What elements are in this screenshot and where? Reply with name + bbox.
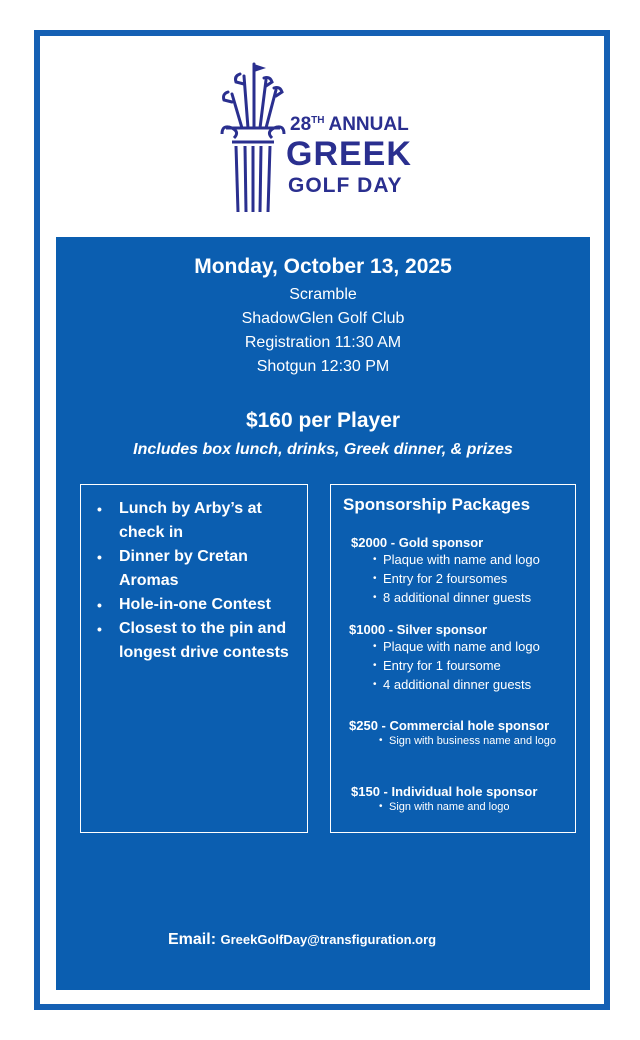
contact-email: [168, 931, 436, 949]
list-item: [379, 733, 575, 749]
bullet-icon: •: [379, 801, 383, 812]
benefit-text: Sign with business name and logo: [389, 735, 556, 747]
amenity-text: Lunch by Arby’s at check in: [119, 500, 262, 541]
bullet-icon: •: [373, 554, 377, 565]
amenity-text: Hole-in-one Contest: [119, 596, 271, 613]
list-item: [379, 799, 575, 815]
amenity-text: Dinner by Cretan Aromas: [119, 548, 248, 589]
bullet-icon: •: [373, 679, 377, 690]
bullet-icon: •: [97, 621, 102, 637]
list-item: [373, 637, 575, 656]
bullet-icon: •: [97, 501, 102, 517]
bullet-icon: •: [373, 660, 377, 671]
sponsor-tier-commercial-hole: [331, 718, 575, 749]
benefit-text: Entry for 1 foursome: [383, 658, 501, 673]
event-logo: [218, 60, 418, 220]
benefit-text: 8 additional dinner guests: [383, 590, 532, 605]
tier-name: $250 - Commercial hole sponsor: [349, 718, 550, 733]
tier-benefits: [331, 733, 575, 749]
registration-time: Registration 11:30 AM: [244, 334, 402, 351]
tier-name: $2000 - Gold sponsor: [351, 535, 484, 550]
event-format: Scramble: [289, 286, 357, 303]
logo-number: 28: [290, 114, 312, 135]
amenities-box: [80, 484, 308, 833]
tier-name: $1000 - Silver sponsor: [349, 622, 488, 637]
benefit-text: 4 additional dinner guests: [383, 677, 532, 692]
svg-text:28THANNUAL: [290, 114, 409, 135]
sponsor-tier-gold: [331, 535, 575, 607]
list-item: [373, 675, 575, 694]
list-item: [373, 656, 575, 675]
price-includes: Includes box lunch, drinks, Greek dinner, & prizes: [133, 441, 513, 458]
email-link[interactable]: GreekGolfDay@transfiguration.org: [220, 932, 437, 947]
logo-golf-day: GOLF DAY: [288, 174, 403, 197]
bullet-icon: •: [373, 641, 377, 652]
bullet-icon: •: [97, 549, 102, 565]
bullet-icon: •: [97, 597, 102, 613]
tier-benefits: [331, 637, 575, 694]
list-item: [95, 593, 293, 617]
sponsor-tier-individual-hole: [331, 784, 575, 815]
benefit-text: Entry for 2 foursomes: [383, 571, 508, 586]
event-date: Monday, October 13, 2025: [194, 255, 452, 278]
list-item: [95, 617, 293, 665]
player-price: $160 per Player: [245, 409, 401, 432]
bullet-icon: •: [379, 735, 383, 746]
sponsorship-title: Sponsorship Packages: [343, 495, 531, 514]
tier-benefits: [331, 550, 575, 607]
logo-greek: GREEK: [286, 135, 412, 173]
benefit-text: Sign with name and logo: [389, 801, 510, 813]
email-label: Email:: [168, 931, 217, 948]
amenities-list: [81, 485, 307, 665]
event-venue: ShadowGlen Golf Club: [241, 310, 405, 327]
sponsorship-box: [330, 484, 576, 833]
list-item: [95, 545, 293, 593]
benefit-text: Plaque with name and logo: [383, 639, 540, 654]
benefit-text: Plaque with name and logo: [383, 552, 540, 567]
event-details-panel: [56, 237, 590, 990]
sponsor-tier-silver: [331, 622, 575, 694]
greek-column-golf-clubs-icon: [218, 60, 418, 220]
bullet-icon: •: [373, 592, 377, 603]
list-item: [373, 588, 575, 607]
logo-suffix: TH: [311, 115, 325, 126]
shotgun-time: Shotgun 12:30 PM: [256, 358, 390, 375]
tier-name: $150 - Individual hole sponsor: [351, 784, 538, 799]
list-item: [95, 497, 293, 545]
logo-annual: ANNUAL: [328, 114, 409, 135]
list-item: [373, 569, 575, 588]
amenity-text: Closest to the pin and longest drive contests: [119, 620, 289, 661]
bullet-icon: •: [373, 573, 377, 584]
tier-benefits: [331, 799, 575, 815]
list-item: [373, 550, 575, 569]
